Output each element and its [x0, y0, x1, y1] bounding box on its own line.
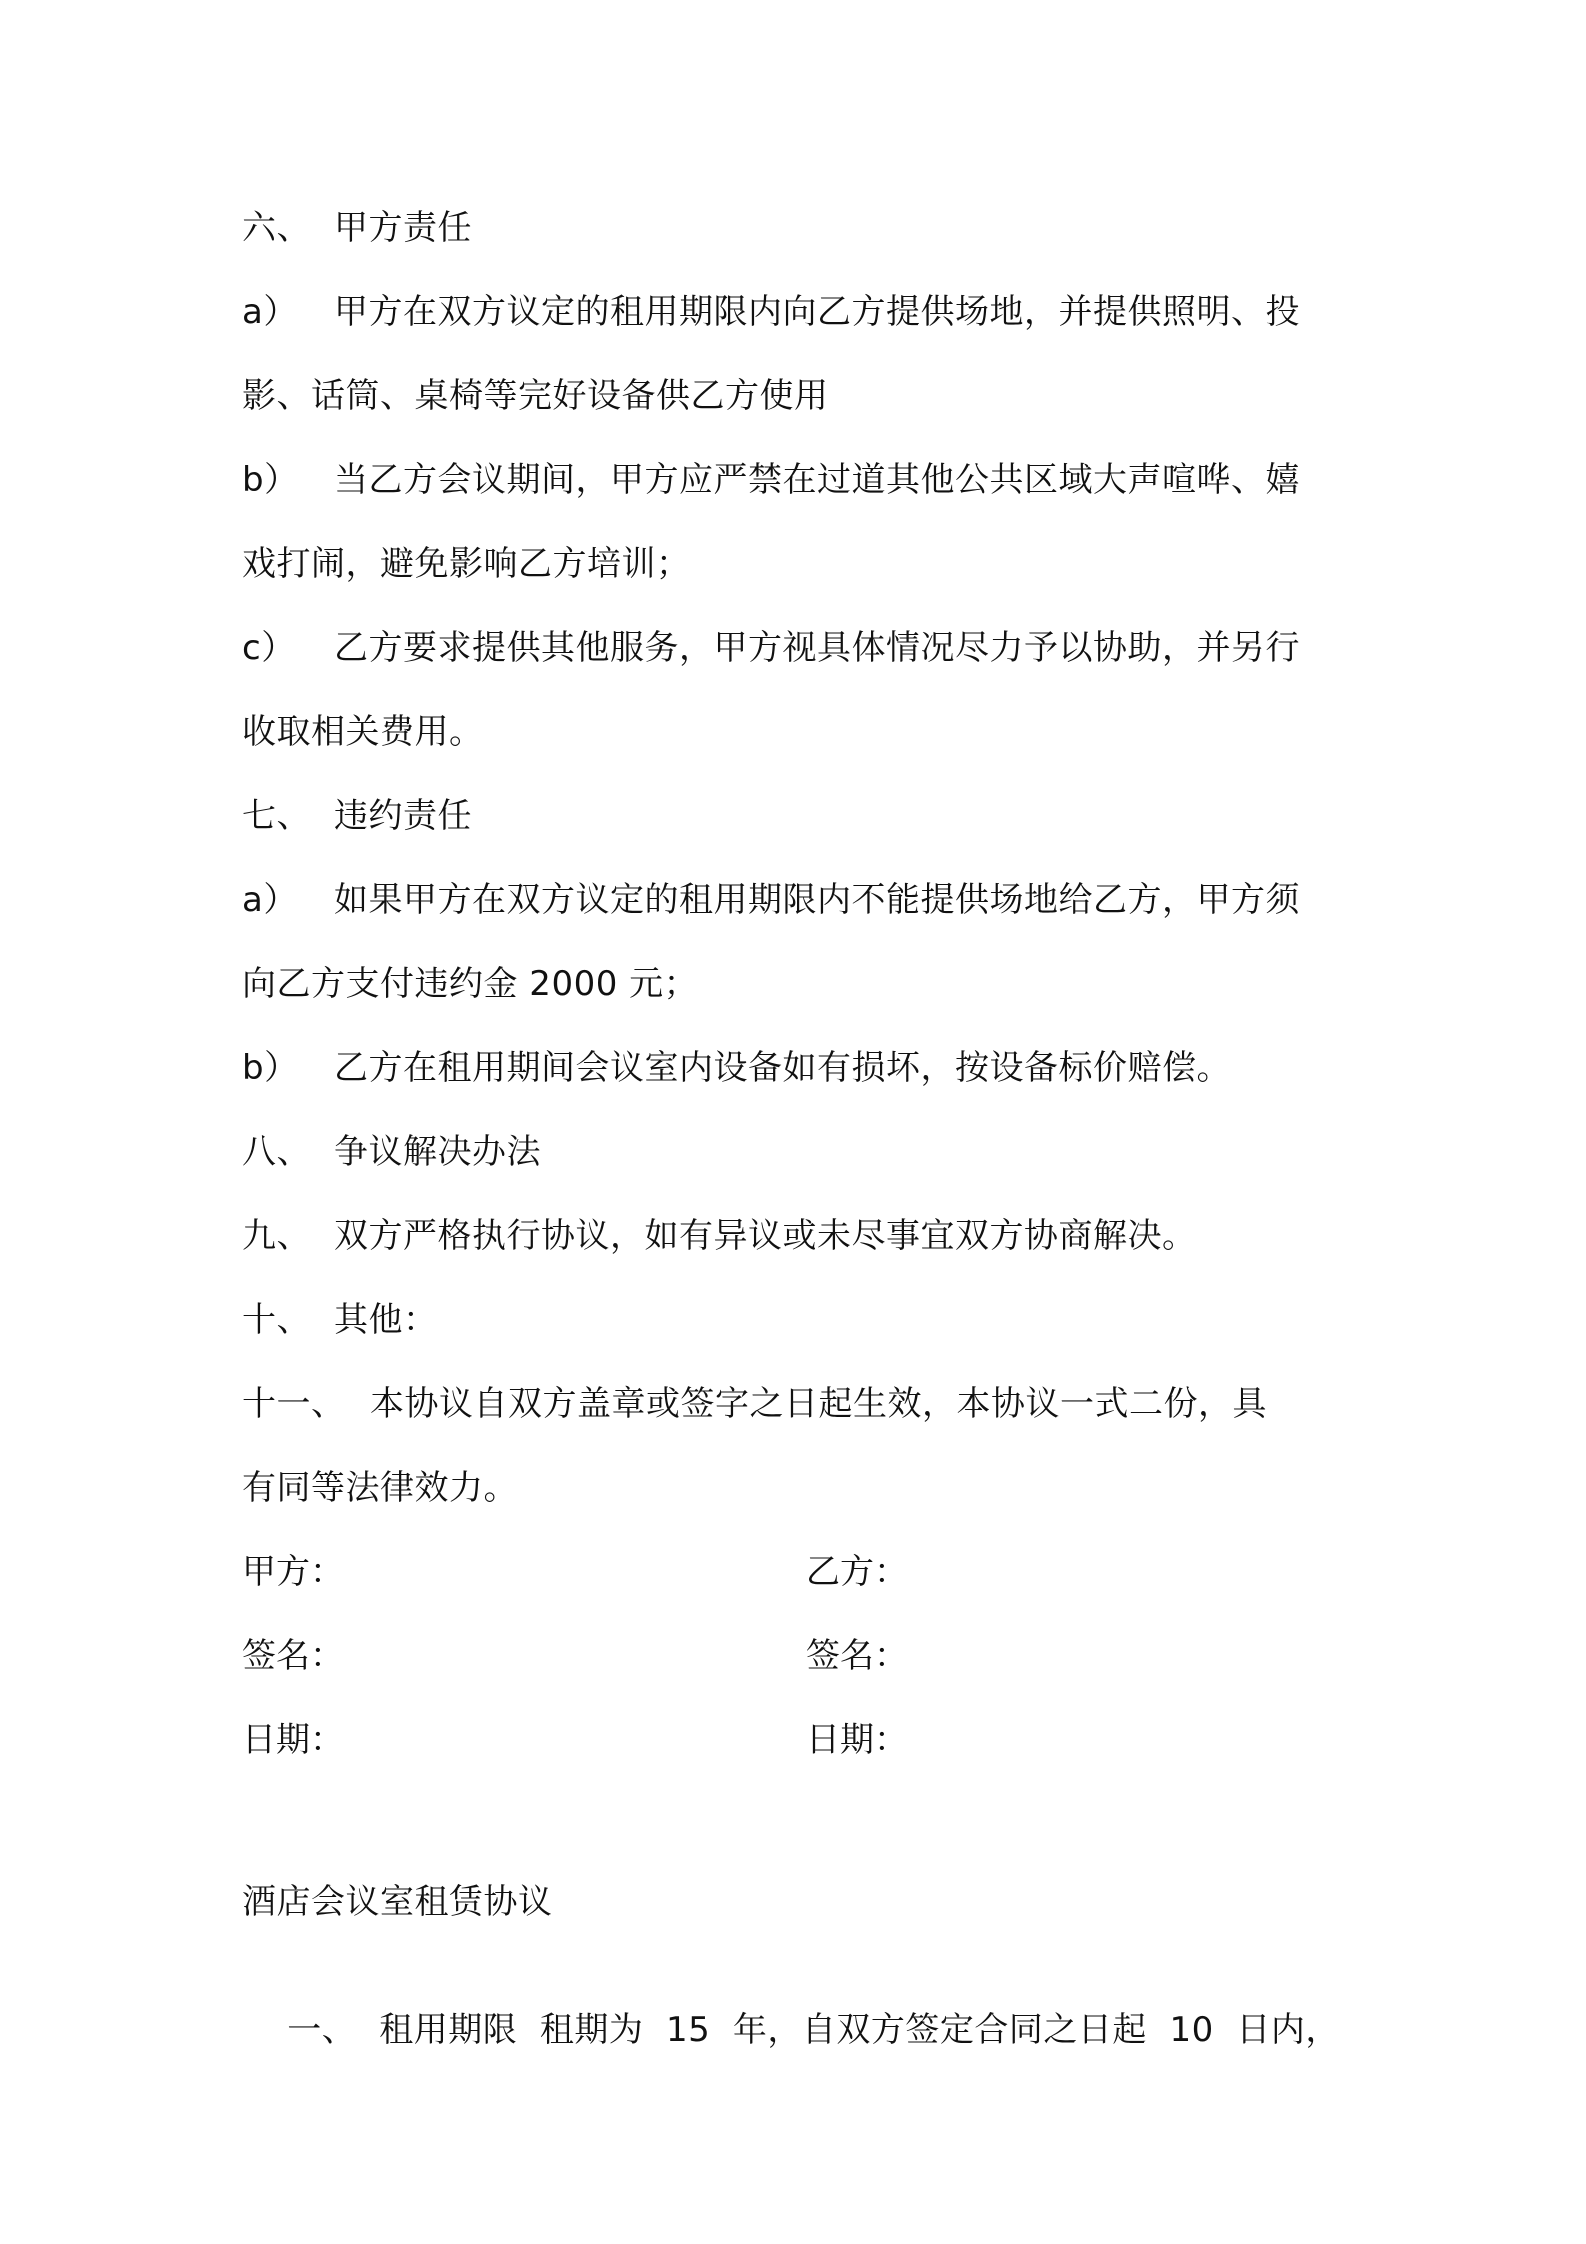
party-b-label: 乙方：: [806, 1552, 908, 1592]
clause-text: 当乙方会议期间，甲方应严禁在过道其他公共区域大声喧哗、嬉: [334, 460, 1300, 500]
section-11-line-2: [242, 1466, 1362, 1510]
section-title: 其他：: [334, 1300, 438, 1340]
section-number: 一、: [287, 2010, 357, 2050]
clause-7a-line-1: [242, 878, 1362, 922]
clause-label: a）: [242, 880, 298, 920]
section-8-heading: [242, 1130, 1362, 1174]
clause-label: b）: [242, 460, 299, 500]
clause-text: 如果甲方在双方议定的租用期限内不能提供场地给乙方，甲方须: [334, 880, 1300, 920]
party-a-date-label: 日期：: [242, 1720, 344, 1760]
section-10-heading: [242, 1298, 1362, 1342]
section-text: 有同等法律效力。: [242, 1468, 518, 1508]
clause-6b-line-2: [242, 542, 1362, 586]
clause-6b-line-1: [242, 458, 1362, 502]
section-number: 十一、: [242, 1384, 346, 1424]
section-title: 争议解决办法: [334, 1132, 541, 1172]
clause-7b: [242, 1046, 1362, 1090]
clause-label: b）: [242, 1048, 299, 1088]
clause-6a-line-1: [242, 290, 1362, 334]
clause-6a-line-2: [242, 374, 1362, 418]
clause-text: 甲方在双方议定的租用期限内向乙方提供场地，并提供照明、投: [334, 292, 1300, 332]
section-6-heading: [242, 206, 1362, 250]
clause-text: 乙方要求提供其他服务，甲方视具体情况尽力予以协助，并另行: [334, 628, 1300, 668]
section-text: 双方严格执行协议，如有异议或未尽事宜双方协商解决。: [334, 1216, 1197, 1256]
clause-6c-line-2: [242, 710, 1362, 754]
second-section-1-line: [242, 1964, 1362, 2096]
section-9: [242, 1214, 1362, 1258]
section-11-line-1: [242, 1382, 1362, 1426]
clause-6c-line-1: [242, 626, 1362, 670]
clause-text: 戏打闹，避免影响乙方培训；: [242, 544, 691, 584]
clause-text: 向乙方支付违约金 2000 元；: [242, 964, 699, 1004]
section-number: 六、: [242, 208, 311, 248]
clause-label: a）: [242, 292, 298, 332]
party-a-label: 甲方：: [242, 1552, 344, 1592]
clause-text: 收取相关费用。: [242, 712, 484, 752]
party-b-signature-label: 签名：: [806, 1636, 908, 1676]
section-number: 十、: [242, 1300, 311, 1340]
section-number: 八、: [242, 1132, 311, 1172]
clause-7a-line-2: [242, 962, 1362, 1006]
clause-text: 乙方在租用期间会议室内设备如有损坏，按设备标价赔偿。: [334, 1048, 1231, 1088]
section-text: 租用期限 租期为 15 年，自双方签定合同之日起 10 日内，: [379, 2010, 1340, 2050]
section-title: 甲方责任: [334, 208, 472, 248]
party-b-date-label: 日期：: [806, 1720, 908, 1760]
clause-text: 影、话筒、桌椅等完好设备供乙方使用: [242, 376, 829, 416]
section-text: 本协议自双方盖章或签字之日起生效，本协议一式二份，具: [370, 1384, 1267, 1424]
party-a-signature-label: 签名：: [242, 1636, 344, 1676]
section-number: 七、: [242, 796, 311, 836]
second-document-title: 酒店会议室租赁协议: [242, 1882, 553, 1922]
clause-label: c）: [242, 628, 296, 668]
section-number: 九、: [242, 1216, 311, 1256]
section-7-heading: [242, 794, 1362, 838]
section-title: 违约责任: [334, 796, 472, 836]
